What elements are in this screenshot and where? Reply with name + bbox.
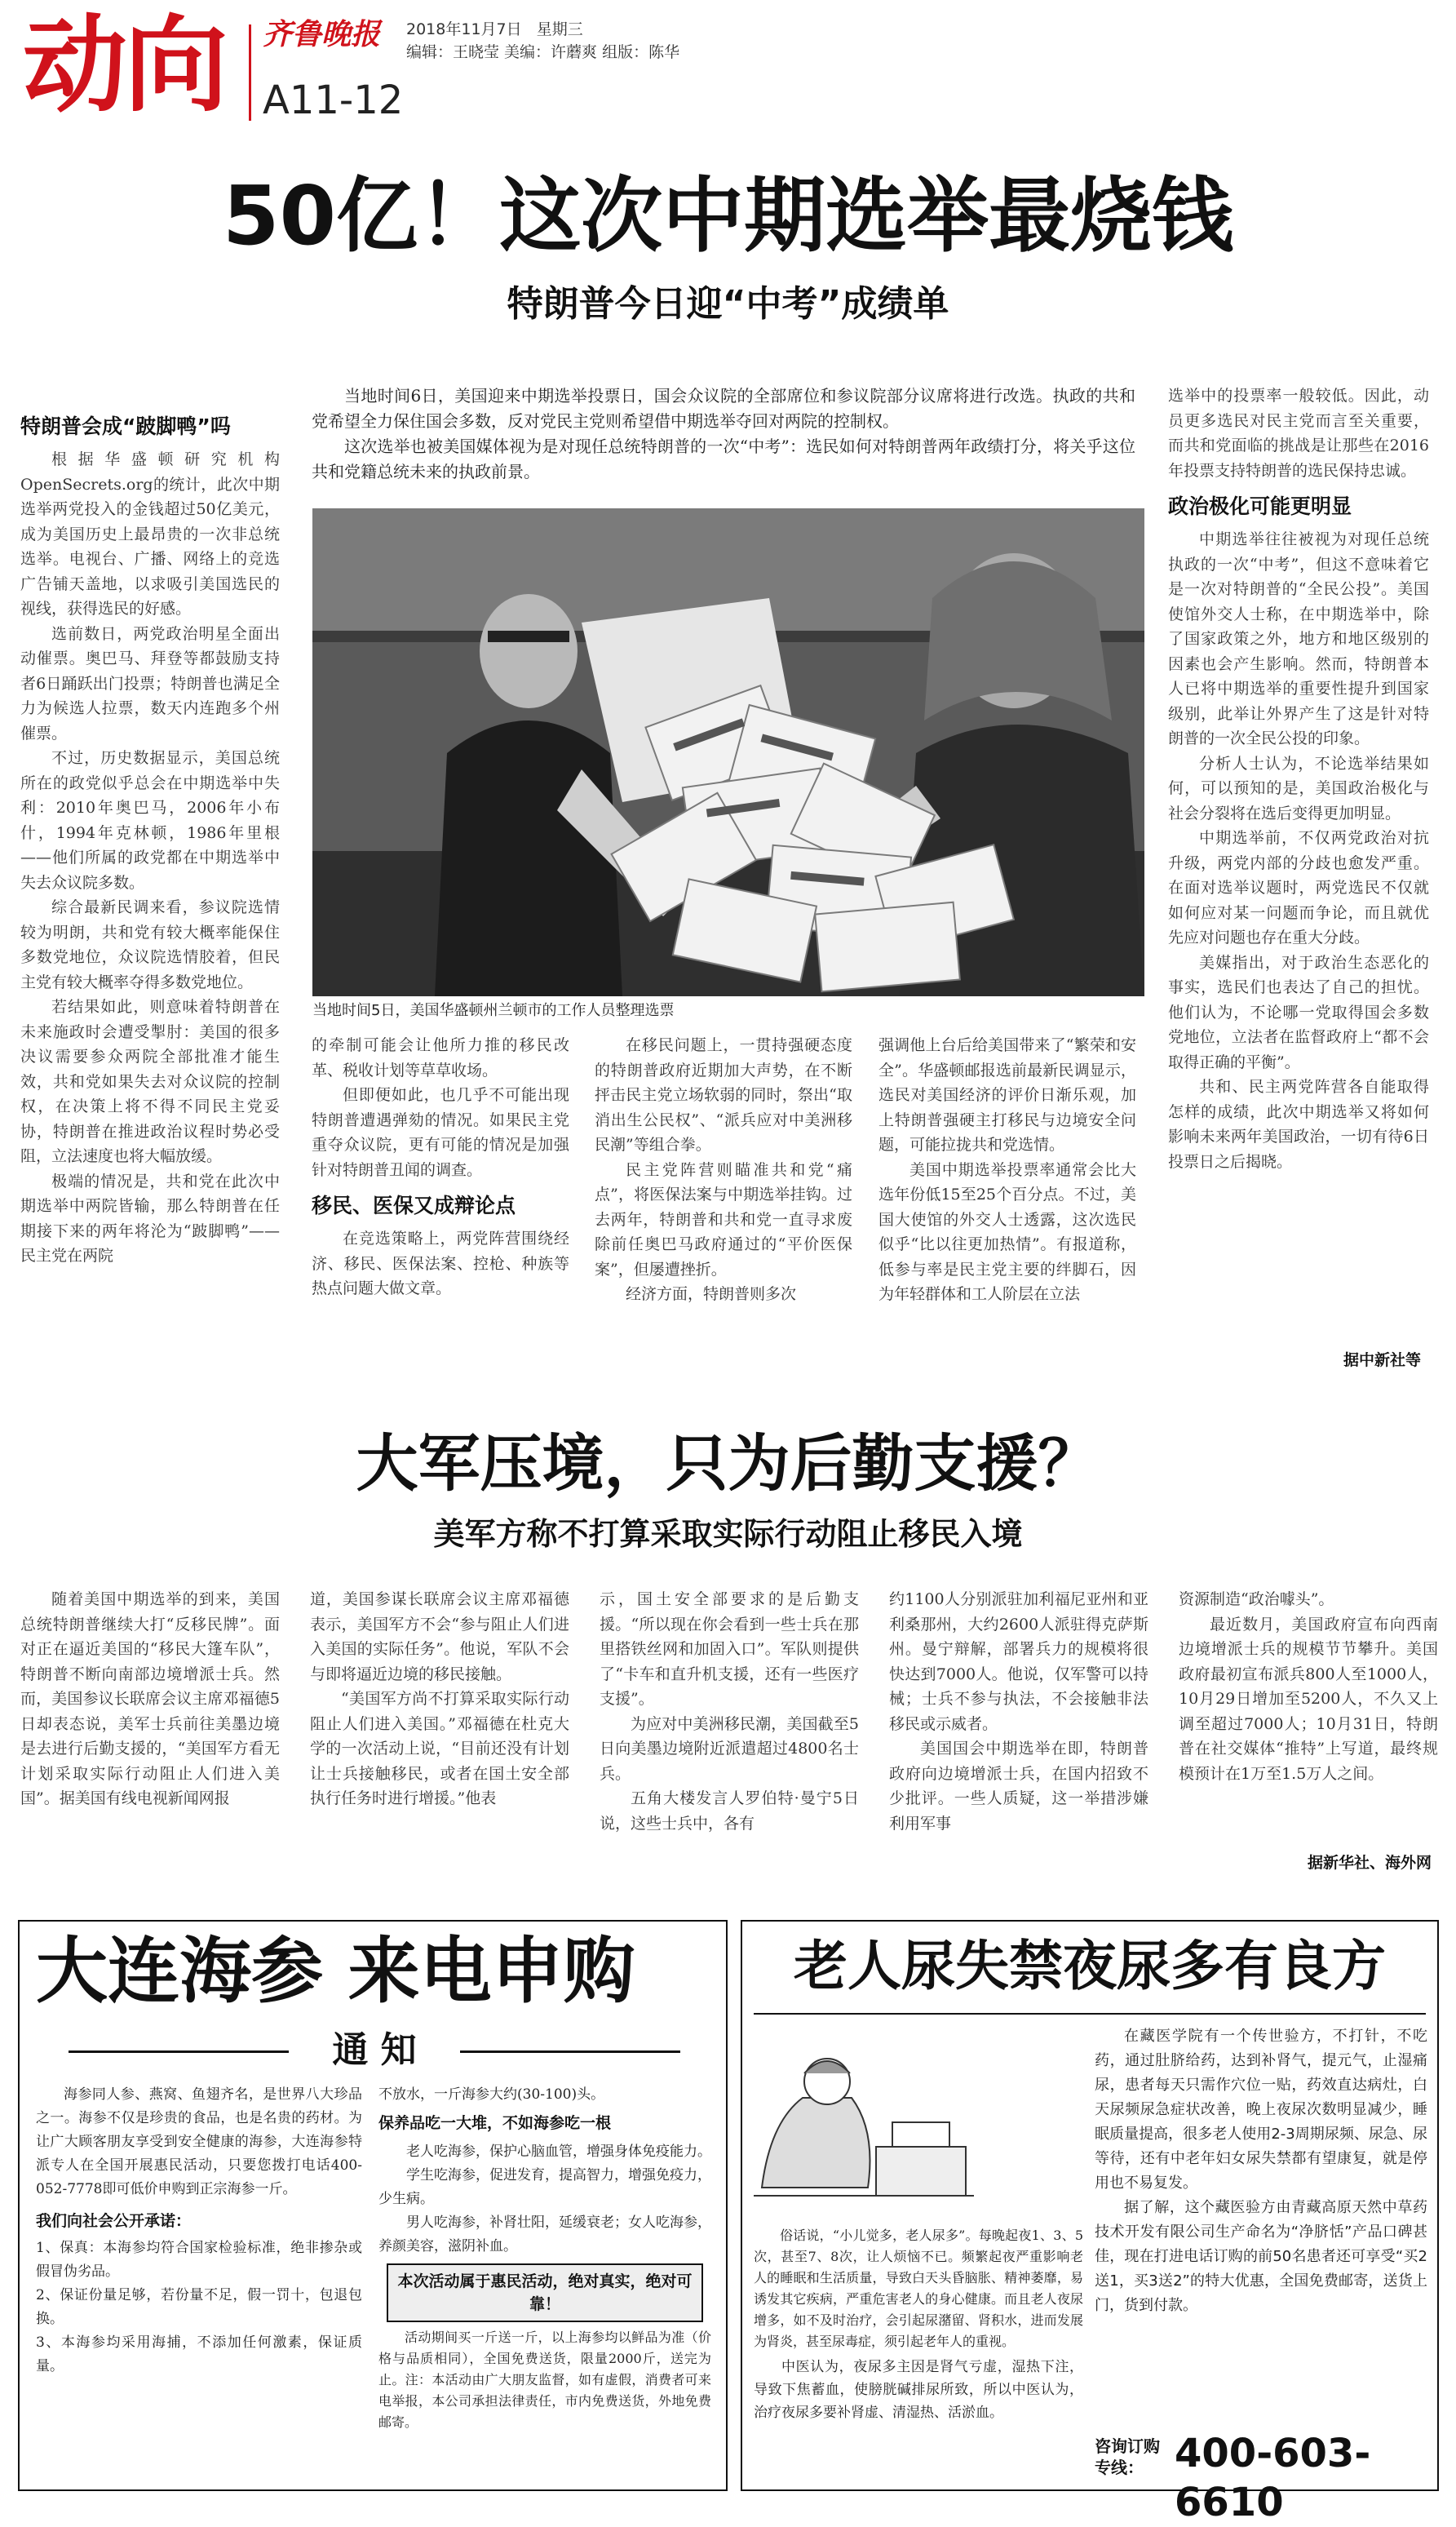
article2-subhead: 美军方称不打算采取实际行动阻止移民入境 [433,1516,1023,1552]
article1-lead: 当地时间6日，美国迎来中期选举投票日，国会众议院的全部席位和参议院部分议席将进行改选。执政的共和党希望全力保住国会多数，反对党民主党则希望借中期选举夺回对两院的控制权。 这次选举也被美国媒体视为是对现任总统特朗普的一次“中考”：选民如何对特朗普两年政绩打分，将关乎这位共和党籍总统未来的执政前景。 [312,386,1135,481]
elderly-woman-illustration [754,2024,974,2219]
ad1-slogan: 保养品吃一大堆，不如海参吃一根 [378,2114,612,2132]
header-date [406,20,583,39]
page-number: A11-12 [263,78,404,123]
article1-column-4: 强调他上台后给美国带来了“繁荣和安全”。华盛顿邮报选前最新民调显示，选民对美国经济的评价日渐乐观，加上特朗普强硬主打移民与边境安全问题，可能拉拢共和党选情。 美国中期选举投票率通常会比大选年份低15至25个百分点。不过，美国大使馆的外交人士透露，这次选民似乎“比以往更加热情”。有报道称，低参与率是民主党主要的绊脚石，因为年轻群体和工人阶层在立法 [878,1036,1136,1303]
article1-source: 据中新社等 [1343,1351,1421,1369]
article1-column-2: 的牵制可能会让他所力推的移民改革、税收计划等草草收场。 但即便如此，也几乎不可能出现特朗普遭遇弹劾的情况。如果民主党重夺众议院，更有可能的情况是加强针对特朗普丑闻的调查。 移民、医保又成辩论点 在竞选策略上，两党阵营围绕经济、移民、医保法案、控枪、种族等热点问题大做文章。 [312,1036,569,1297]
article1-column-5: 选举中的投票率一般较低。因此，动员更多选民对民主党而言至关重要，而共和党面临的挑战是让那些在2016年投票支持特朗普的选民保持忠诚。 政治极化可能更明显 中期选举往往被视为对现任总统执政的一次“中考”，但这不意味着它是一次对特朗普的“全民公投”。美国使馆外交人士称，在中期选举中，除了国家政策之外，地方和地区级别的因素也会产生影响。然而，特朗普本人已将中期选举的重要性提升到国家级别，此举让外界产生了这是针对特朗普的一次全民公投的印象。 分析人士认为，不论选举结果如何，可以预知的是，美国政治极化与社会分裂将在选后变得更加明显。 中期选举前，不仅两党政治对抗升级，两党内部的分歧也愈发严重。在面对选举议题时，两党选民不仅就如何应对某一问题而争论，而且就优先应对问题也存在重大分歧。 美媒指出，对于政治生态恶化的事实，选民们也表达了自己的担忧。他们认为，不论哪一党取得国会多数党地位，立法者在监督政府上“都不会取得正确的平衡”。 共和、民主两党阵营各自能取得怎样的成绩，此次中期选举又将如何影响未来两年美国政治，一切有待6日投票日之后揭晓。 [1168,387,1429,1171]
article2-headline: 大军压境，只为后勤支援？ [356,1427,1100,1500]
article1-column-3: 在移民问题上，一贯持强硬态度的特朗普政府近期加大声势，在不断抨击民主党立场软弱的同时，祭出“取消出生公民权”、“派兵应对中美洲移民潮”等组合拳。 民主党阵营则瞄准共和党“痛点”，将医保法案与中期选举挂钩。过去两年，特朗普和共和党一直寻求废除前任奥巴马政府通过的“平价医保案”，但屡遭挫折。 经济方面，特朗普则多次 [595,1036,852,1303]
ad1-title: 大连海参 来电申购 [36,1929,635,2013]
ad2-title-rule [754,2013,1426,2015]
ad2-cartoon [754,2024,974,2219]
ad2-hotline-number: 400-603-6610 [1175,2431,1371,2525]
ad-sea-cucumber [18,1920,728,2491]
article1-headline: 50亿！这次中期选举最烧钱 [222,168,1234,264]
section-heading-immigration: 移民、医保又成辩论点 [312,1194,516,1217]
ballot-photo [312,508,1144,996]
newspaper-logo: 齐鲁晚报 [263,17,381,51]
article1-column-1: 特朗普会成“跛脚鸭”吗 根据华盛顿研究机构OpenSecrets.org的统计，此次中期选举两党投入的金钱超过50亿美元，成为美国历史上最昂贵的一次非总统选举。电视台、广播、网络上的竞选广告铺天盖地，以求吸引美国选民的视线，获得选民的好感。 选前数日，两党政治明星全面出动催票。奥巴马、拜登等都鼓励支持者6日踊跃出门投票；特朗普也满足全力为候选人拉票，数天内连跑多个州催票。 不过，历史数据显示，美国总统所在的政党似乎总会在中期选举中失利：2010年奥巴马，2006年小布什，1994年克林顿，1986年里根——他们所属的政党都在中期选举中失去众议院多数。 综合最新民调来看，参议院选情较为明朗，共和党有较大概率能保住多数党地位，众议院选情胶着，但民主党有较大概率夺得多数党地位。 若结果如此，则意味着特朗普在未来施政时会遭受掣肘：美国的很多决议需要参众两院全部批准才能生效，共和党如果失去对众议院的控制权，在决策上将不得不同民主党妥协，特朗普在推进政治议程时势必受阻，立法速度也将大幅放缓。 极端的情况是，共和党在此次中期选举中两院皆输，那么特朗普在任期接下来的两年将沦为“跛脚鸭”——民主党在两院 [20,415,280,1265]
section-heading-lame-duck: 特朗普会成“跛脚鸭”吗 [20,415,231,438]
ad2-right-copy: 在藏医学院有一个传世验方，不打针，不吃药，通过肚脐给药，达到补肾气，提元气，止湿痛尿，患者每天只需作穴位一贴，药效直达病灶，白天尿频尿急症状改善，晚上夜尿次数明显减少，睡眠质量提高，很多老人使用2-3周期尿频、尿急、尿等待，还有中老年妇女尿失禁都有望康复，就是停用也不易复发。 据了解，这个藏医验方由青藏高原天然中草药技术开发有限公司生产命名为“净脐恬”产品口碑甚佳，现在打进电话订购的前50名患者还可享受“买2送1，买3送2”的特大优惠，全国免费邮寄，送货上门，货到付款。 [1095,2028,1427,2314]
article2-column-5: 资源制造“政治噱头”。 最近数月，美国政府宣布向西南边境增派士兵的规模节节攀升。美国政府最初宣布派兵800人至1000人，10月29日增加至5200人，不久又上调至超过7000人；10月31日，特朗普在社交媒体“推特”上写道，最终规模预计在1万至1.5万人之间。 [1179,1590,1438,1783]
ad1-right-copy: 不放水，一斤海参大约(30-100)头。 保养品吃一大堆，不如海参吃一根 老人吃海参，保护心脑血管，增强身体免疫能力。 学生吃海参，促进发育，提高智力，增强免疫力，少生病。 男人吃海参，补肾壮阳，延缓衰老；女人吃海参，养颜美容，滋阴补血。 本次活动属于惠民活动，绝对真实，绝对可靠！ 活动期间买一斤送一斤，以上海参均以鲜品为准（价格与品质相同），全国免费送货，限量2000斤，送完为止。注：本活动由广大朋友监督，如有虚假，消费者可来电举报，本公司承担法律责任，市内免费送货，外地免费邮寄。 [378,2086,711,2430]
photo-illustration [312,508,1144,996]
ad1-left-copy: 海参同人参、燕窝、鱼翅齐名，是世界八大珍品之一。海参不仅是珍贵的食品，也是名贵的药材。为让广大顾客朋友享受到安全健康的海参，大连海参特派专人在全国开展惠民活动，只要您拨打电话400-052-7778即可低价申购到正宗海参一斤。 我们向社会公开承诺： 1、保真：本海参均符合国家检验标准，绝非掺杂或假冒伪劣品。 2、保证份量足够，若份量不足，假一罚十，包退包换。 3、本海参均采用海捕，不添加任何激素，保证质量。 [36,2086,362,2374]
header-divider [249,24,251,121]
article2-column-3: 示，国土安全部要求的是后勤支援。“所以现在你会看到一些士兵在那里搭铁丝网和加固入口”。军队则提供了“卡车和直升机支援，还有一些医疗支援”。 为应对中美洲移民潮，美国截至5日向美墨边境附近派遣超过4800名士兵。 五角大楼发言人罗伯特·曼宁5日说，这些士兵中，各有 [600,1590,859,1833]
article2-column-2: 道，美国参谋长联席会议主席邓福德表示，美国军方不会“参与阻止人们进入美国的实际任务”。他说，军队不会与即将逼近边境的移民接触。 “美国军方尚不打算采取实际行动阻止人们进入美国。”邓福德在杜克大学的一次活动上说，“目前还没有计划让士兵接触移民，或者在国土安全部执行任务时进行增援。”他表 [310,1590,569,1807]
date-text: 2018年11月7日 [406,20,522,38]
section-title: 动向 [23,5,226,126]
ad2-story-text: 俗话说，“小儿觉多，老人尿多”。每晚起夜1、3、5次，甚至7、8次，让人烦恼不已。频繁起夜严重影响老人的睡眠和生活质量，导致白天头昏脑胀、精神萎靡，易诱发其它疾病，严重危害老人的身心健康。而且老人夜尿增多，如不及时治疗，会引起尿潴留、肾积水，进而发展为肾炎，甚至尿毒症，须引起老年人的重视。 中医认为，夜尿多主因是肾气亏虚，湿热下注，导致下焦蓄血，使膀胱碱排尿所致，所以中医认为，治疗夜尿多要补肾虚、清湿热、活淤血。 [754,2228,1083,2421]
article2-column-1: 随着美国中期选举的到来，美国总统特朗普继续大打“反移民牌”。面对正在逼近美国的“移民大篷车队”，特朗普不断向南部边境增派士兵。然而，美国参议长联席会议主席邓福德5日却表态说，美军士兵前往美墨边境是去进行后勤支援的，“美国军方看无计划采取实际行动阻止人们进入美国”。据美国有线电视新闻网报 [20,1590,280,1807]
article2-source: 据新华社、海外网 [1307,1854,1432,1872]
ad2-title: 老人尿失禁夜尿多有良方 [794,1935,1386,1997]
ad1-notice: 通 知 [289,2028,460,2073]
photo-caption: 当地时间5日，美国华盛顿州兰顿市的工作人员整理选票 [312,1002,675,1019]
ad2-hotline-label: 咨询订购专线： [1095,2436,1160,2477]
ad1-stamp: 本次活动属于惠民活动，绝对真实，绝对可靠！ [387,2263,703,2322]
article2-column-4: 约1100人分别派驻加利福尼亚州和亚利桑那州，大约2600人派驻得克萨斯州。曼宁辩解，部署兵力的规模将很快达到7000人。他说，仅军警可以持械；士兵不参与执法，不会接触非法移民或示威者。 美国国会中期选举在即，特朗普政府向边境增派士兵，在国内招致不少批评。一些人质疑，这一举措涉嫌利用军事 [889,1590,1148,1833]
article1-subhead: 特朗普今日迎“中考”成绩单 [507,283,949,325]
ad1-commit-title: 我们向社会公开承诺： [36,2212,192,2230]
ad-incontinence [741,1920,1439,2525]
weekday-text: 星期三 [536,20,583,38]
section-heading-polarization: 政治极化可能更明显 [1168,494,1352,518]
header-editors: 编辑：王晓莹 美编：许蘑爽 组版：陈华 [406,43,680,61]
